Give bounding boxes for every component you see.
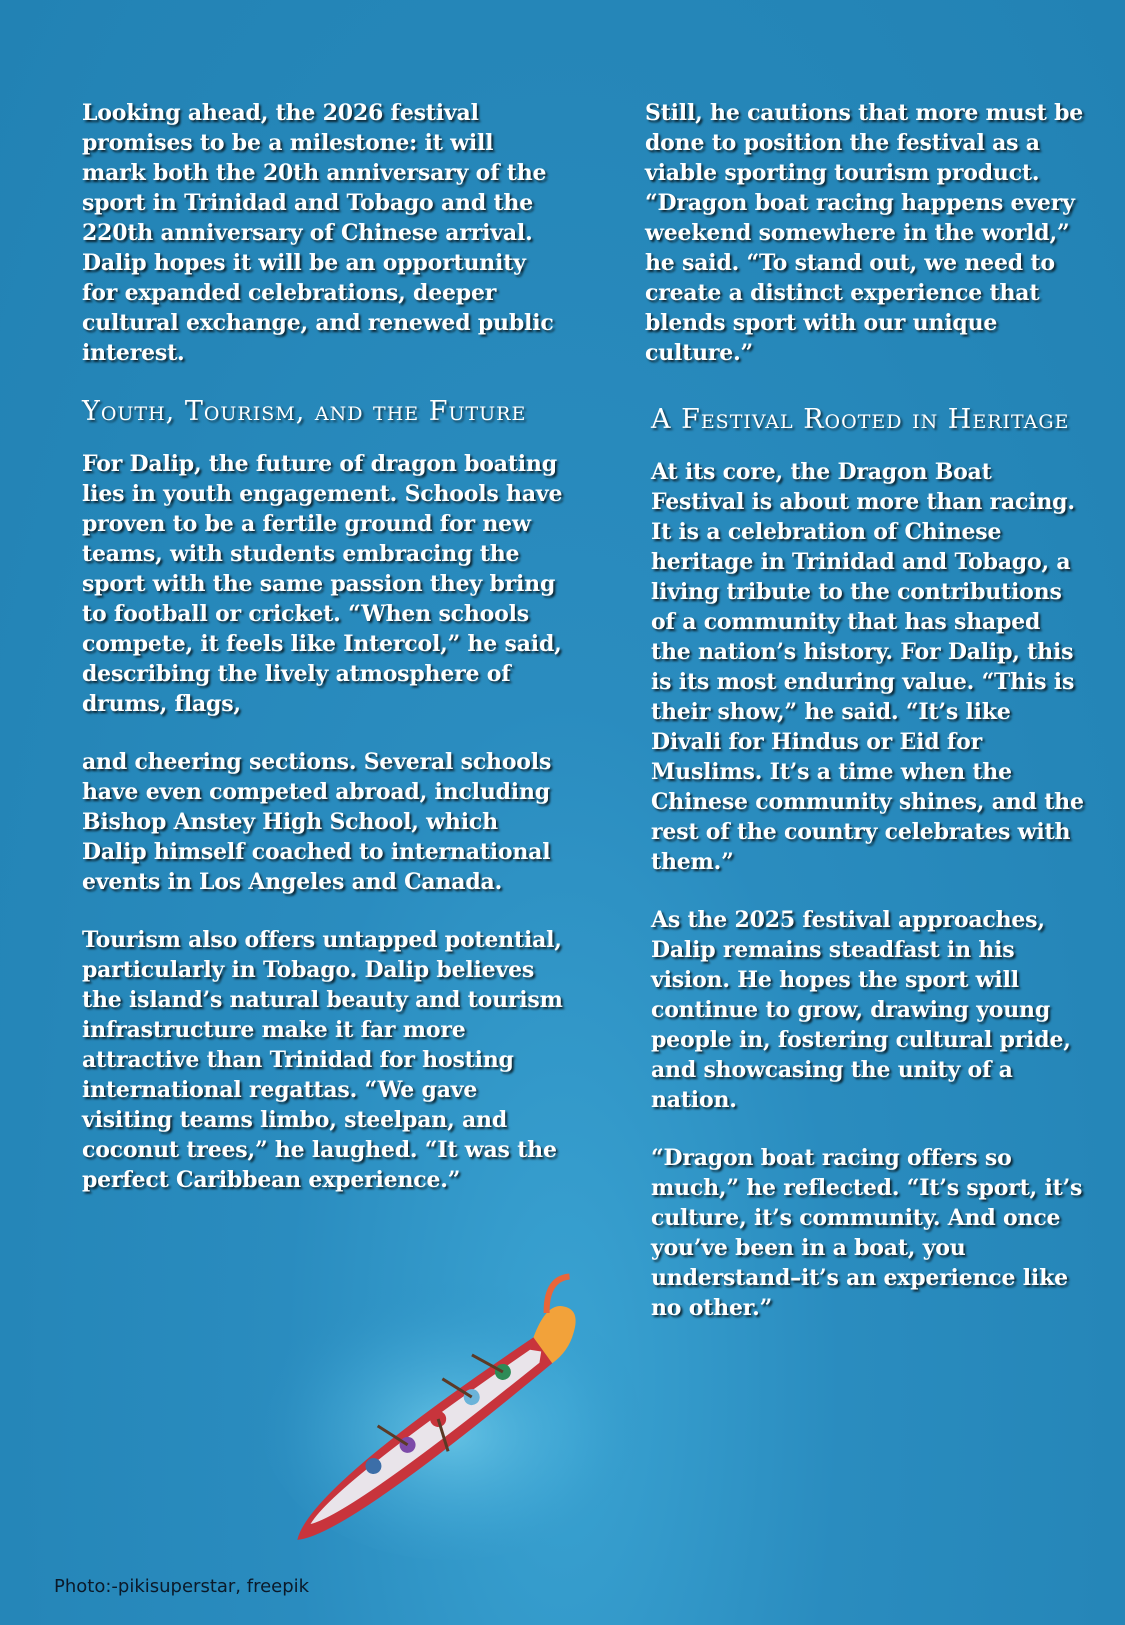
right-column <box>645 98 1085 1351</box>
left-column <box>82 98 564 1223</box>
paragraph-closing-quote: “Dragon boat racing offers so much,” he reflected. “It’s sport, it’s culture, it’s community. And once you’ve been in a boat, you understand–it’s an experience like no other.” <box>651 1145 1083 1321</box>
paragraph-2025-vision: As the 2025 festival approaches, Dalip remains steadfast in his vision. He hopes the sport will continue to grow, drawing young people in, fostering cultural pride, and showcasing the unity of a nation. <box>651 907 1071 1113</box>
paragraph-youth-engagement: For Dalip, the future of dragon boating lies in youth engagement. Schools have proven to be a fertile ground for new teams, with students embracing the sport with the same passion they bring to football or cricket. “When schools compete, it feels like Intercol,” he said, describing the lively atmosphere of drums, flags, <box>82 451 563 717</box>
paragraph-schools-abroad: and cheering sections. Several schools have even competed abroad, including Bishop Anstey High School, which Dalip himself coached to international events in Los Angeles and Canada. <box>82 749 552 895</box>
paragraph-milestone: Looking ahead, the 2026 festival promises to be a milestone: it will mark both the 20th anniversary of the sport in Trinidad and Tobago and the 220th anniversary of Chinese arrival. Dalip hopes it will be an opportunity for expanded celebrations, deeper cultural exchange, and renewed public interest. <box>82 100 554 366</box>
section-heading-youth-tourism: Youth, Tourism, and the Future <box>82 396 527 427</box>
paragraph-sporting-tourism: Still, he cautions that more must be done to position the festival as a viable sporting tourism product. “Dragon boat racing happens every weekend somewhere in the world,” he said. “To stand out, we need to create a distinct experience that blends sport with our unique culture.” <box>645 100 1084 366</box>
paragraph-chinese-heritage: At its core, the Dragon Boat Festival is about more than racing. It is a celebration of Chinese heritage in Trinidad and Tobago, a living tribute to the contributions of a community that has shaped the nation’s history. For Dalip, this is its most enduring value. “This is their show,” he said. “It’s like Divali for Hindus or Eid for Muslims. It’s a time when the Chinese community shines, and the rest of the country celebrates with them.” <box>651 459 1084 875</box>
section-heading-heritage: A Festival Rooted in Heritage <box>651 404 1070 435</box>
paragraph-tourism-tobago: Tourism also offers untapped potential, particularly in Tobago. Dalip believes the island’s natural beauty and tourism infrastructure make it far more attractive than Trinidad for hosting international regattas. “We gave visiting teams limbo, steelpan, and coconut trees,” he laughed. “It was the perfect Caribbean experience.” <box>82 927 563 1193</box>
photo-credit: Photo:-pikisuperstar, freepik <box>54 1576 310 1597</box>
dragon-boat-illustration <box>240 1270 640 1580</box>
